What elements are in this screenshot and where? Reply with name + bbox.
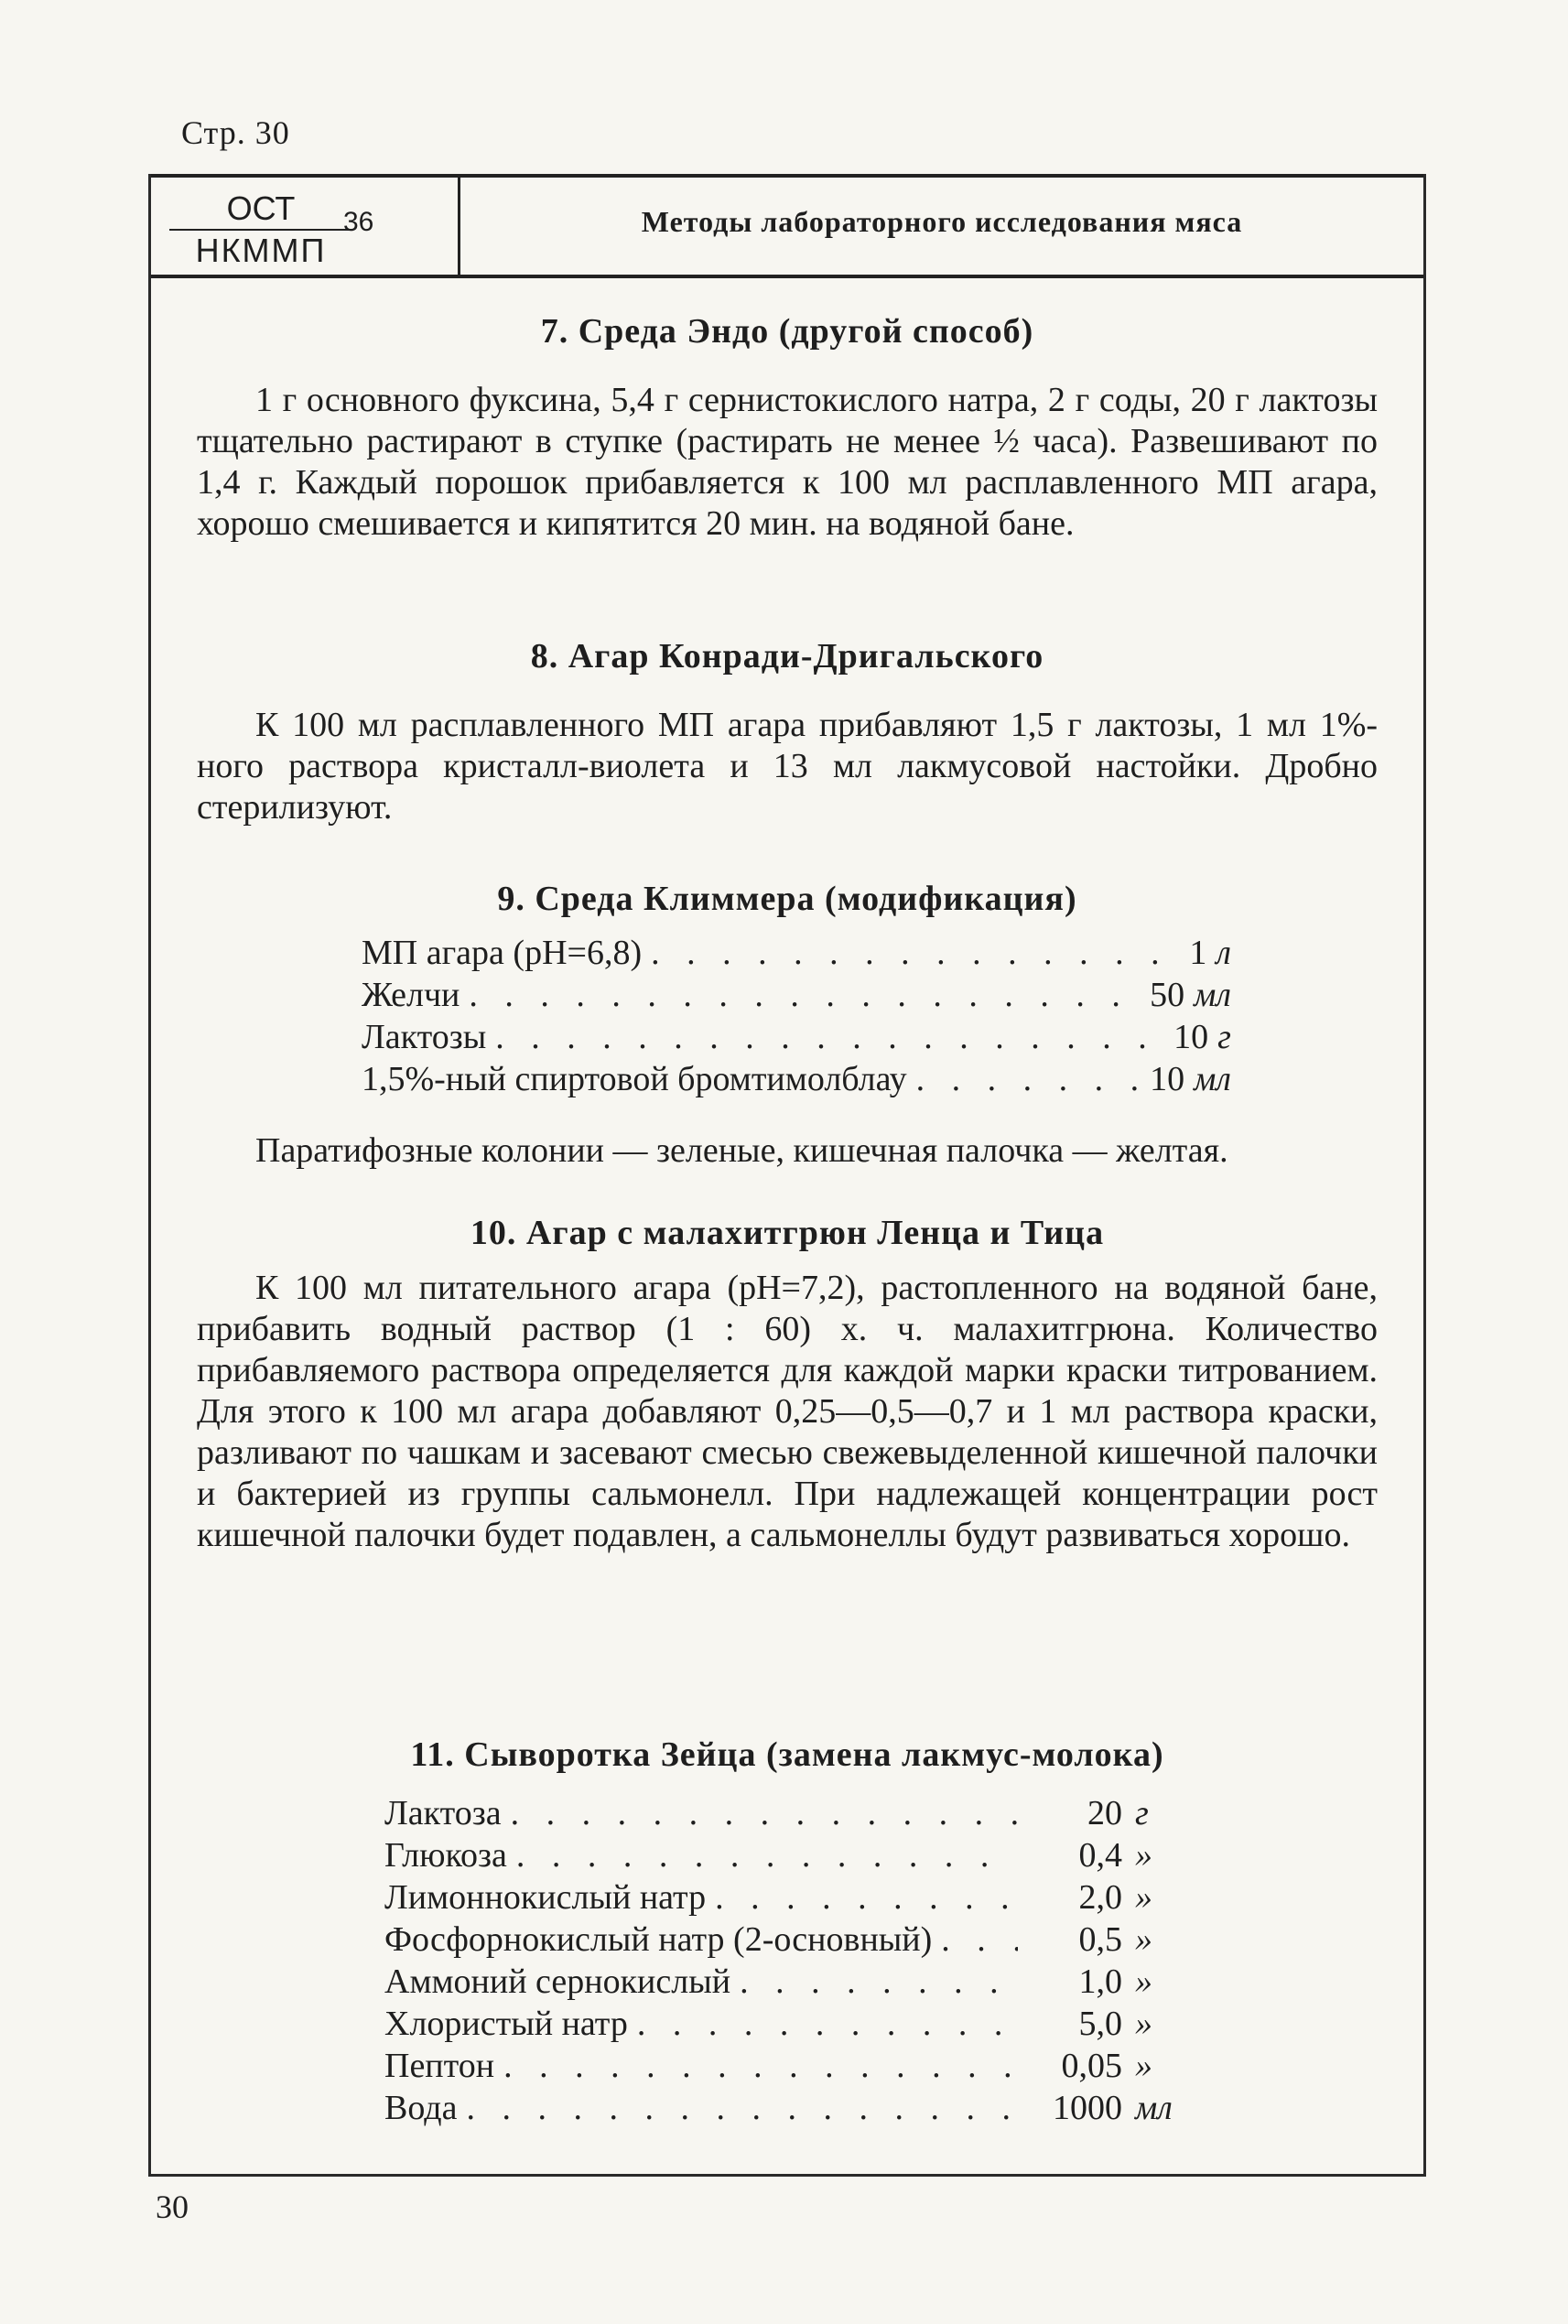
recipe-row — [384, 1961, 1190, 2003]
section-11-title: 11. Сыворотка Зейца (замена лакмус-молока) — [410, 1735, 1164, 1774]
leader-dots — [503, 2045, 1018, 2087]
recipe-row — [384, 1919, 1190, 1961]
ingredient-amount: 5,0 — [1078, 2005, 1122, 2043]
section-8-title: 8. Агар Конради-Дригальского — [530, 637, 1044, 676]
page-frame — [148, 174, 1426, 2177]
standard-code — [169, 190, 352, 269]
ingredient-name: Лактоза — [384, 1794, 502, 1832]
ingredient-unit: » — [1135, 1920, 1152, 1959]
leader-dots — [495, 1016, 1164, 1058]
ingredient-amount: 1000 — [1053, 2089, 1122, 2127]
leader-dots — [466, 2087, 1018, 2129]
ingredient-amount: 20 — [1087, 1794, 1122, 1832]
ingredient-name: Вода — [384, 2089, 458, 2127]
ingredient-unit: » — [1135, 1836, 1152, 1875]
leader-dots — [941, 1919, 1018, 1961]
page-number: 30 — [156, 2189, 189, 2225]
ingredient-unit: мл — [1194, 976, 1231, 1014]
ingredient-name: Аммоний сернокислый — [384, 1962, 731, 2001]
ingredient-amount: 0,4 — [1078, 1836, 1122, 1875]
ingredient-amount: 0,5 — [1078, 1920, 1122, 1959]
ingredient-unit: л — [1216, 934, 1231, 972]
ingredient-amount: 10 — [1173, 1018, 1209, 1056]
section-11-recipe — [384, 1792, 1190, 2129]
standard-code-bottom: НКММП — [195, 232, 327, 269]
leader-dots — [637, 2003, 1018, 2045]
ingredient-name: МП агара (рН=6,8) — [362, 934, 643, 972]
recipe-row — [362, 932, 1231, 974]
section-8-text: К 100 мл расплавленного МП агара прибавляют 1,5 г лактозы, 1 мл 1%-ного раствора кристалл-виолета и 13 мл лакмусовой настойки. Дробно стерилизуют. — [197, 706, 1378, 827]
ingredient-name: Лимоннокислый натр — [384, 1878, 707, 1917]
ingredient-unit: » — [1135, 2005, 1152, 2043]
ingredient-unit: » — [1135, 1878, 1152, 1917]
recipe-row — [384, 2087, 1190, 2129]
ingredient-name: Глюкоза — [384, 1836, 507, 1875]
recipe-row — [362, 1016, 1231, 1058]
ingredient-name: Желчи — [362, 976, 460, 1014]
recipe-row — [362, 1058, 1231, 1100]
leader-dots — [740, 1961, 1018, 2003]
ingredient-unit: г — [1217, 1018, 1231, 1056]
page-label: Стр. 30 — [181, 114, 290, 151]
section-7-title: 7. Среда Эндо (другой способ) — [540, 312, 1034, 351]
leader-dots — [715, 1876, 1018, 1919]
standard-code-top: ОСТ — [169, 190, 352, 231]
recipe-row — [384, 1792, 1190, 1834]
ingredient-amount: 2,0 — [1078, 1878, 1122, 1917]
section-9-title: 9. Среда Климмера (модификация) — [497, 880, 1077, 918]
leader-dots — [516, 1834, 1018, 1876]
ingredient-name: 1,5%-ный спиртовой бромтимолблау — [362, 1060, 907, 1098]
section-9-note: Паратифозные колонии — зеленые, кишечная палочка — желтая. — [255, 1131, 1228, 1170]
header-title: Методы лабораторного исследования мяса — [641, 205, 1243, 238]
ingredient-unit: г — [1135, 1794, 1149, 1832]
ingredient-amount: 10 — [1150, 1060, 1185, 1098]
ingredient-amount: 50 — [1150, 976, 1185, 1014]
section-10-text: К 100 мл питательного агара (рН=7,2), растопленного на водяной бане, прибавить водный раствор (1 : 60) х. ч. малахитгрюна. Количество прибавляемого раствора определяется для каждой марки краски титрованием. Для этого к 100 мл агара добавляют 0,25—0,5—0,7 и 1 мл раствора краски, разливают по чашкам и засевают смесью свежевыделенной кишечной палочки и бактерией из группы сальмонелл. При надлежащей концентрации рост кишечной палочки будет подавлен, а сальмонеллы будут развиваться хорошо. — [197, 1269, 1378, 1554]
ingredient-unit: » — [1135, 1962, 1152, 2001]
recipe-row — [362, 974, 1231, 1016]
ingredient-name: Пептон — [384, 2047, 495, 2085]
leader-dots — [469, 974, 1141, 1016]
recipe-row — [384, 2003, 1190, 2045]
ingredient-unit: мл — [1135, 2089, 1173, 2127]
ingredient-amount: 0,05 — [1061, 2047, 1122, 2085]
ingredient-unit: мл — [1194, 1060, 1231, 1098]
ingredient-amount: 1,0 — [1078, 1962, 1122, 2001]
document-header — [151, 174, 1423, 278]
section-7-text: 1 г основного фуксина, 5,4 г сернистокислого натра, 2 г соды, 20 г лактозы тщательно растирают в ступке (растирать не менее ½ часа). Развешивают по 1,4 г. Каждый порошок прибавляется к 100 мл расплавленного МП агара, хорошо смешивается и кипятится 20 мин. на водяной бане. — [197, 381, 1378, 543]
recipe-row — [384, 1876, 1190, 1919]
standard-number: 36 — [343, 207, 374, 237]
ingredient-name: Фосфорнокислый натр (2-основный) — [384, 1920, 933, 1959]
ingredient-name: Лактозы — [362, 1018, 487, 1056]
leader-dots — [651, 932, 1180, 974]
section-9-recipe — [362, 932, 1231, 1100]
ingredient-unit: » — [1135, 2047, 1152, 2085]
recipe-row — [384, 1834, 1190, 1876]
leader-dots — [511, 1792, 1018, 1834]
recipe-row — [384, 2045, 1190, 2087]
ingredient-name: Хлористый натр — [384, 2005, 628, 2043]
section-10-title: 10. Агар с малахитгрюн Ленца и Тица — [470, 1214, 1105, 1252]
leader-dots — [916, 1058, 1141, 1100]
ingredient-amount: 1 — [1189, 934, 1207, 972]
